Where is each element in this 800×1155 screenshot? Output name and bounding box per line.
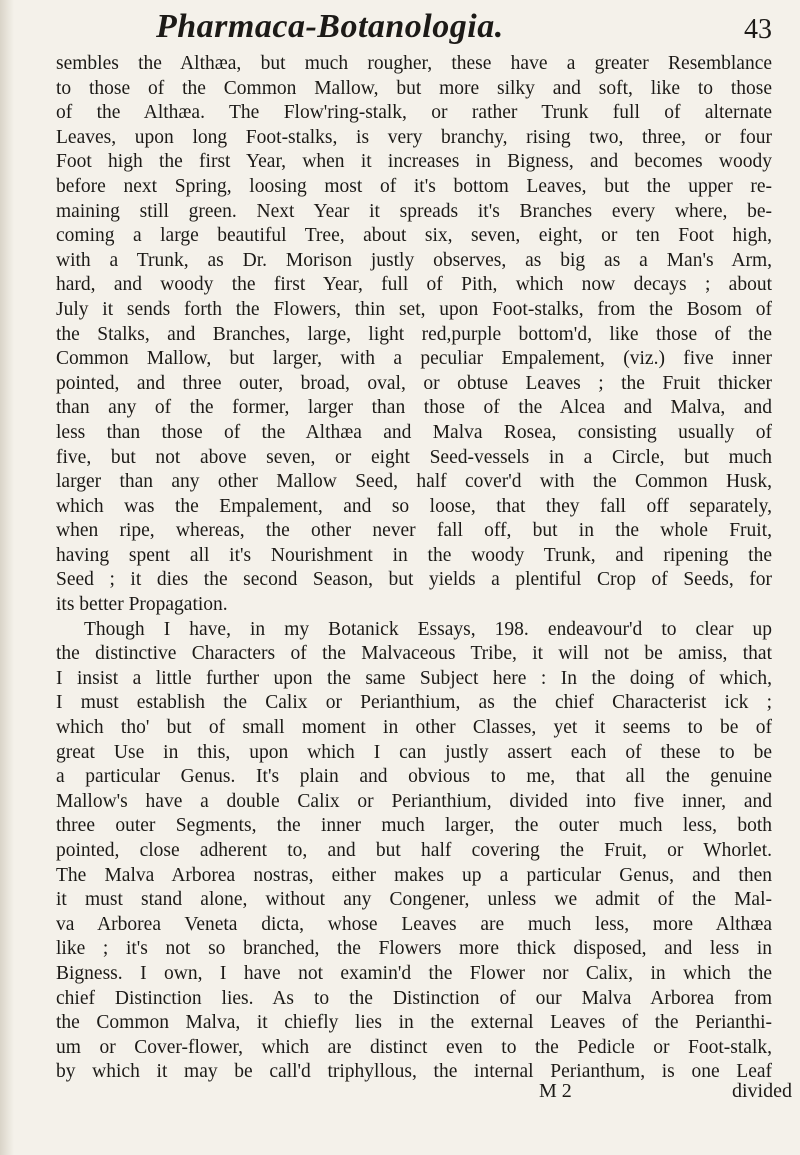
text-line: larger than any other Mallow Seed, half cover'd with the Common Husk, xyxy=(56,471,772,493)
text-line: Mallow's have a double Calix or Perianthium, divided into five inner, and xyxy=(56,790,772,812)
text-line: I insist a little further upon the same Subject here : In the doing of which, xyxy=(56,667,772,689)
text-line: having spent all it's Nourishment in the woody Trunk, and ripening the xyxy=(56,544,772,566)
body-text xyxy=(56,52,772,1085)
text-line: Bigness. I own, I have not examin'd the Flower nor Calix, in which the xyxy=(56,962,772,984)
text-line: a particular Genus. It's plain and obvious to me, that all the genuine xyxy=(56,766,772,788)
text-line: five, but not above seven, or eight Seed-vessels in a Circle, but much xyxy=(56,446,772,468)
text-line: um or Cover-flower, which are distinct even to the Pedicle or Foot-stalk, xyxy=(56,1036,772,1058)
text-line: va Arborea Veneta dicta, whose Leaves are much less, more Althæa xyxy=(56,913,772,935)
text-line: Though I have, in my Botanick Essays, 198. endeavour'd to clear up xyxy=(84,618,772,640)
text-line: by which it may be call'd triphyllous, the internal Perianthum, is one Leaf xyxy=(56,1061,772,1083)
text-line: great Use in this, upon which I can justly assert each of these to be xyxy=(56,741,772,763)
text-line: Seed ; it dies the second Season, but yields a plentiful Crop of Seeds, for xyxy=(56,569,772,591)
text-line: with a Trunk, as Dr. Morison justly observes, as big as a Man's Arm, xyxy=(56,249,772,271)
text-line: less than those of the Althæa and Malva Rosea, consisting usually of xyxy=(56,421,772,443)
page-number: 43 xyxy=(744,14,772,45)
text-line: the Common Malva, it chiefly lies in the external Leaves of the Perianthi- xyxy=(56,1012,772,1034)
text-line: the Stalks, and Branches, large, light red,purple bottom'd, like those of the xyxy=(56,323,772,345)
text-line: The Malva Arborea nostras, either makes up a particular Genus, and then xyxy=(56,864,772,886)
text-line: like ; it's not so branched, the Flowers more thick disposed, and less in xyxy=(56,938,772,960)
signature-mark: M 2 xyxy=(539,1080,572,1102)
text-line: when ripe, whereas, the other never fall off, but in the whole Fruit, xyxy=(56,520,772,542)
book-page xyxy=(44,0,792,1102)
text-line: its better Propagation. xyxy=(56,594,228,616)
text-line: Foot high the first Year, when it increases in Bigness, and becomes woody xyxy=(56,151,772,173)
text-line: of the Althæa. The Flow'ring-stalk, or rather Trunk full of alternate xyxy=(56,102,772,124)
page-gutter-shadow xyxy=(0,0,14,1155)
text-line: coming a large beautiful Tree, about six, seven, eight, or ten Foot high, xyxy=(56,225,772,247)
text-line: pointed, and three outer, broad, oval, or obtuse Leaves ; the Fruit thicker xyxy=(56,372,772,394)
text-line: three outer Segments, the inner much larger, the outer much less, both xyxy=(56,815,772,837)
text-line: to those of the Common Mallow, but more silky and soft, like to those xyxy=(56,77,772,99)
page-header xyxy=(44,0,774,58)
text-line: July it sends forth the Flowers, thin set, upon Foot-stalks, from the Bosom of xyxy=(56,298,772,320)
text-line: maining still green. Next Year it spreads it's Branches every where, be- xyxy=(56,200,772,222)
text-line: I must establish the Calix or Perianthium, as the chief Characterist ick ; xyxy=(56,692,772,714)
text-line: chief Distinction lies. As to the Distinction of our Malva Arborea from xyxy=(56,987,772,1009)
text-line: Common Mallow, but larger, with a peculiar Empalement, (viz.) five inner xyxy=(56,348,772,370)
text-line: hard, and woody the first Year, full of Pith, which now decays ; about xyxy=(56,274,772,296)
text-line: sembles the Althæa, but much rougher, these have a greater Resemblance xyxy=(56,53,772,74)
text-line: Leaves, upon long Foot-stalks, is very branchy, rising two, three, or four xyxy=(56,126,772,148)
text-line: the distinctive Characters of the Malvaceous Tribe, it will not be amiss, that xyxy=(56,643,772,665)
text-line: which tho' but of small moment in other Classes, yet it seems to be of xyxy=(56,717,772,739)
text-line: it must stand alone, without any Congener, unless we admit of the Mal- xyxy=(56,889,772,911)
catchword: divided xyxy=(732,1080,792,1102)
text-line: than any of the former, larger than those of the Alcea and Malva, and xyxy=(56,397,772,419)
text-line: before next Spring, loosing most of it's bottom Leaves, but the upper re- xyxy=(56,175,772,197)
running-title: Pharmaca-Botanologia. xyxy=(156,8,504,45)
text-line: pointed, close adherent to, and but half covering the Fruit, or Whorlet. xyxy=(56,840,772,861)
text-line: which was the Empalement, and so loose, that they fall off separately, xyxy=(56,495,772,517)
